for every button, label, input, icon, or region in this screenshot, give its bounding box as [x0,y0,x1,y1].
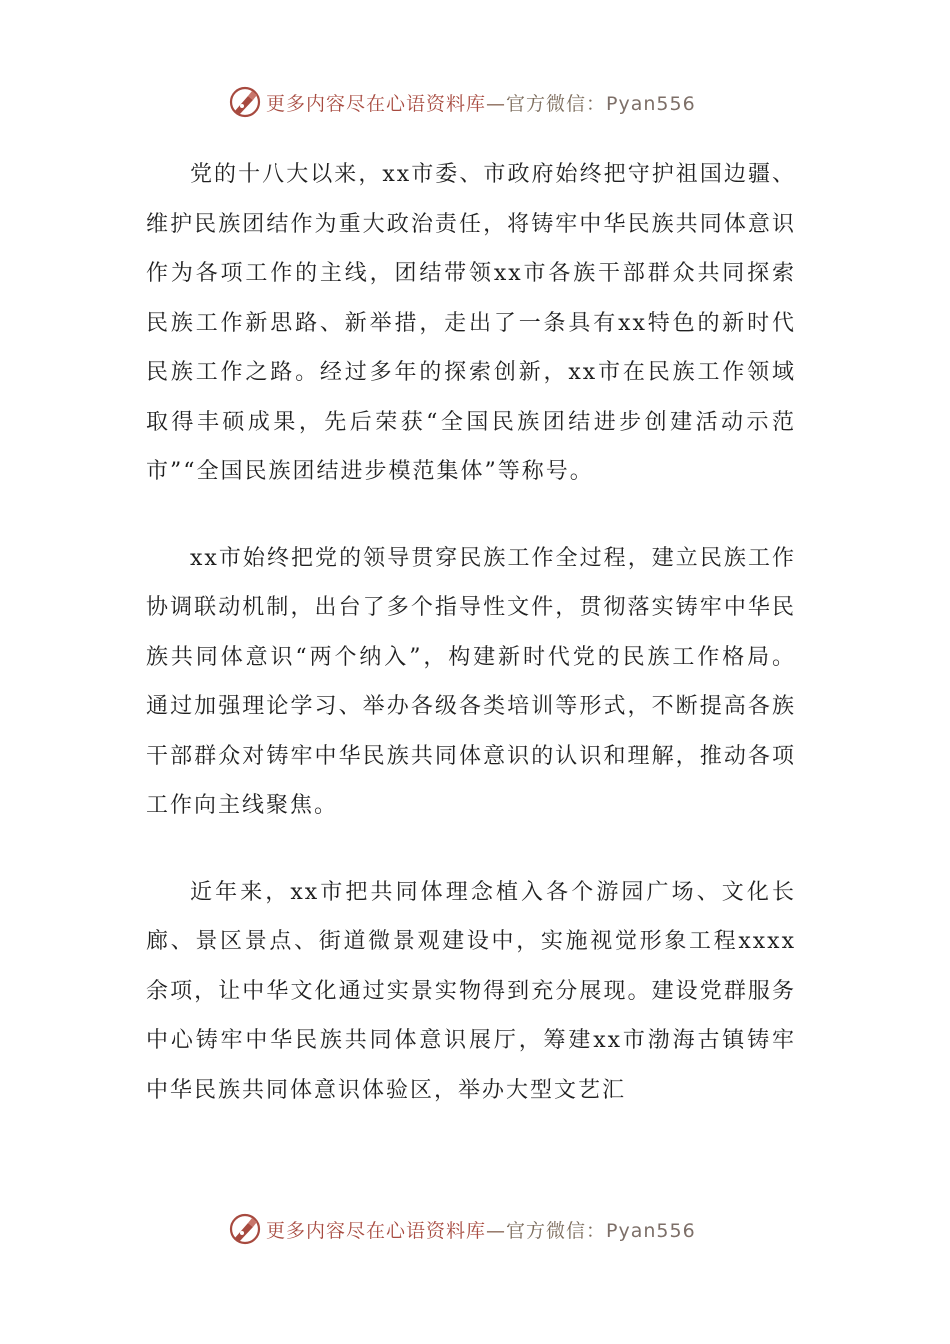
footer-banner [228,1209,828,1249]
wechat-id: Pyan556 [606,92,696,115]
pen-nib-logo-icon [228,1212,262,1246]
paragraph-1: 党的十八大以来，xx市委、市政府始终把守护祖国边疆、维护民族团结作为重大政治责任，将铸牢中华民族共同体意识作为各项工作的主线，团结带领xx市各族干部群众共同探索民族工作新思路、新举措，走出了一条具有xx特色的新时代民族工作之路。经过多年的探索创新，xx市在民族工作领域取得丰硕成果，先后荣获“全国民族团结进步创建活动示范市”“全国民族团结进步模范集体”等称号。 [146,162,796,484]
banner-main-text: 更多内容尽在心语资料库 [266,92,487,115]
banner-separator: — [486,1219,507,1242]
banner-text [266,89,696,116]
wechat-label: 官方微信： [506,1219,607,1242]
paragraph-3: 近年来，xx市把共同体理念植入各个游园广场、文化长廊、景区景点、街道微景观建设中，实施视觉形象工程xxxx余项，让中华文化通过实景实物得到充分展现。建设党群服务中心铸牢中华民族共同体意识展厅，筹建xx市渤海古镇铸牢中华民族共同体意识体验区，举办大型文艺汇 [146,879,796,1103]
paragraph-2: xx市始终把党的领导贯穿民族工作全过程，建立民族工作协调联动机制，出台了多个指导性文件，贯彻落实铸牢中华民族共同体意识“两个纳入”，构建新时代党的民族工作格局。通过加强理论学习、举办各级各类培训等形式，不断提高各族干部群众对铸牢中华民族共同体意识的认识和理解，推动各项工作向主线聚焦。 [146,545,796,818]
wechat-label: 官方微信： [506,92,607,115]
wechat-id: Pyan556 [606,1219,696,1242]
banner-separator: — [486,92,507,115]
banner-main-text: 更多内容尽在心语资料库 [266,1219,487,1242]
header-banner [228,82,828,122]
pen-nib-logo-icon [228,85,262,119]
banner-text [266,1216,696,1243]
document-body [146,150,796,1115]
